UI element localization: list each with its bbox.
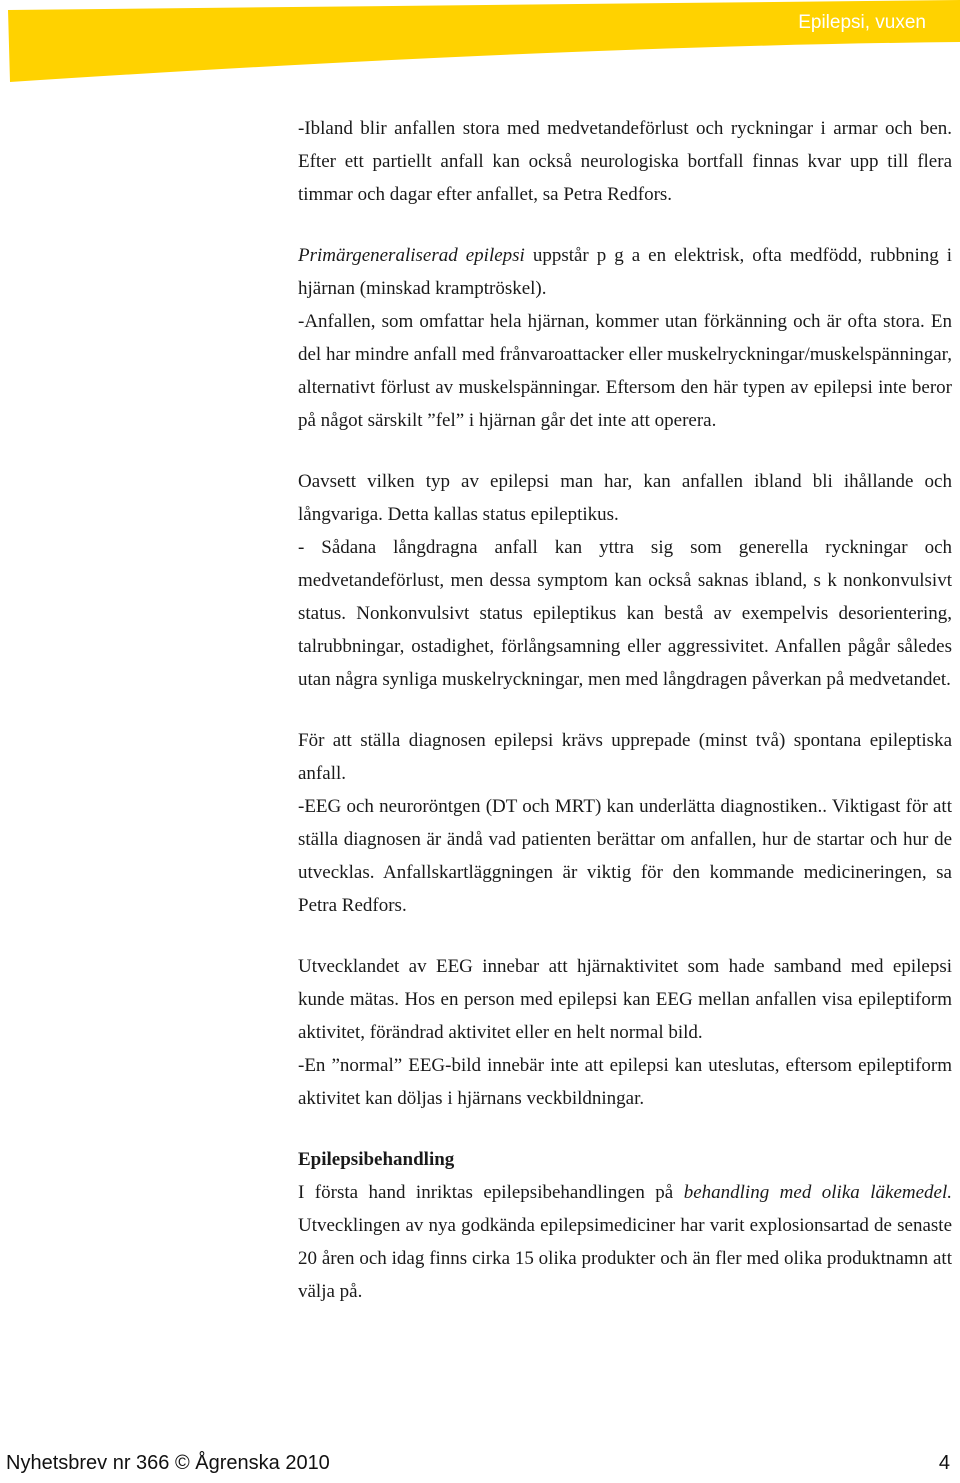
paragraph-2: Primärgeneraliserad epilepsi uppstår p g a en elektrisk, ofta medfödd, rubbning i hjärnan (minskad kramptröskel). [298,245,952,299]
paragraph-10: I första hand inriktas epilepsibehandlingen på behandling med olika läkemedel. Utvecklingen av nya godkända epilepsimediciner har varit explosionsartad de senaste 20 åren och idag finns cirka 15 olika produkter och än fler med olika produktnamn att välja på. [298,1182,952,1302]
term-primary-generalized: Primärgeneraliserad epilepsi [298,245,525,266]
paragraph-7: -EEG och neuroröntgen (DT och MRT) kan underlätta diagnostiken.. Viktigast för att ställa diagnosen är ändå vad patienten berättar om anfallen, hur de startar och hur de utvecklas. Anfallskartläggningen är viktig för den kommande medicineringen, sa Petra Redfors. [298,796,952,916]
paragraph-9: -En ”normal” EEG-bild innebär inte att epilepsi kan uteslutas, eftersom epileptiform aktivitet kan döljas i hjärnans veckbildningar. [298,1055,952,1109]
article-body [298,112,952,1308]
paragraph-4: Oavsett vilken typ av epilepsi man har, kan anfallen ibland bli ihållande och långvariga. Detta kallas status epileptikus. [298,471,952,525]
footer-publication: Nyhetsbrev nr 366 © Ågrenska 2010 [6,1452,330,1474]
section-heading: Epilepsibehandling [298,1149,455,1170]
term-medication: behandling med olika läkemedel. [683,1182,952,1203]
paragraph-3: -Anfallen, som omfattar hela hjärnan, kommer utan förkänning och är ofta stora. En del har mindre anfall med frånvaroattacker eller muskelryckningar/muskelspänningar, alternativt förlust av muskelspänningar. Eftersom den här typen av epilepsi inte beror på något särskilt ”fel” i hjärnan går det inte att operera. [298,311,952,431]
paragraph-6: För att ställa diagnosen epilepsi krävs upprepade (minst två) spontana epileptiska anfall. [298,730,952,784]
paragraph-8: Utvecklandet av EEG innebar att hjärnaktivitet som hade samband med epilepsi kunde mätas. Hos en person med epilepsi kan EEG mellan anfallen visa epileptiform aktivitet, förändrad aktivitet eller en helt normal bild. [298,956,952,1043]
paragraph-5: - Sådana långdragna anfall kan yttra sig som generella ryckningar och medvetandeförlust, men dessa symptom kan också saknas ibland, s k nonkonvulsivt status. Nonkonvulsivt status epileptikus kan bestå av exempelvis desorientering, talrubbningar, ostadighet, förlångsamning eller aggressivitet. Anfallen pågår således utan några synliga muskelryckningar, men med långdragen påverkan på medvetandet. [298,537,952,690]
section-title: Epilepsi, vuxen [798,12,926,33]
paragraph-1: -Ibland blir anfallen stora med medvetandeförlust och ryckningar i armar och ben. Efter ett partiellt anfall kan också neurologiska bortfall finnas kvar upp till flera timmar och dagar efter anfallet, sa Petra Redfors. [298,118,952,205]
page-number: 4 [938,1452,950,1474]
